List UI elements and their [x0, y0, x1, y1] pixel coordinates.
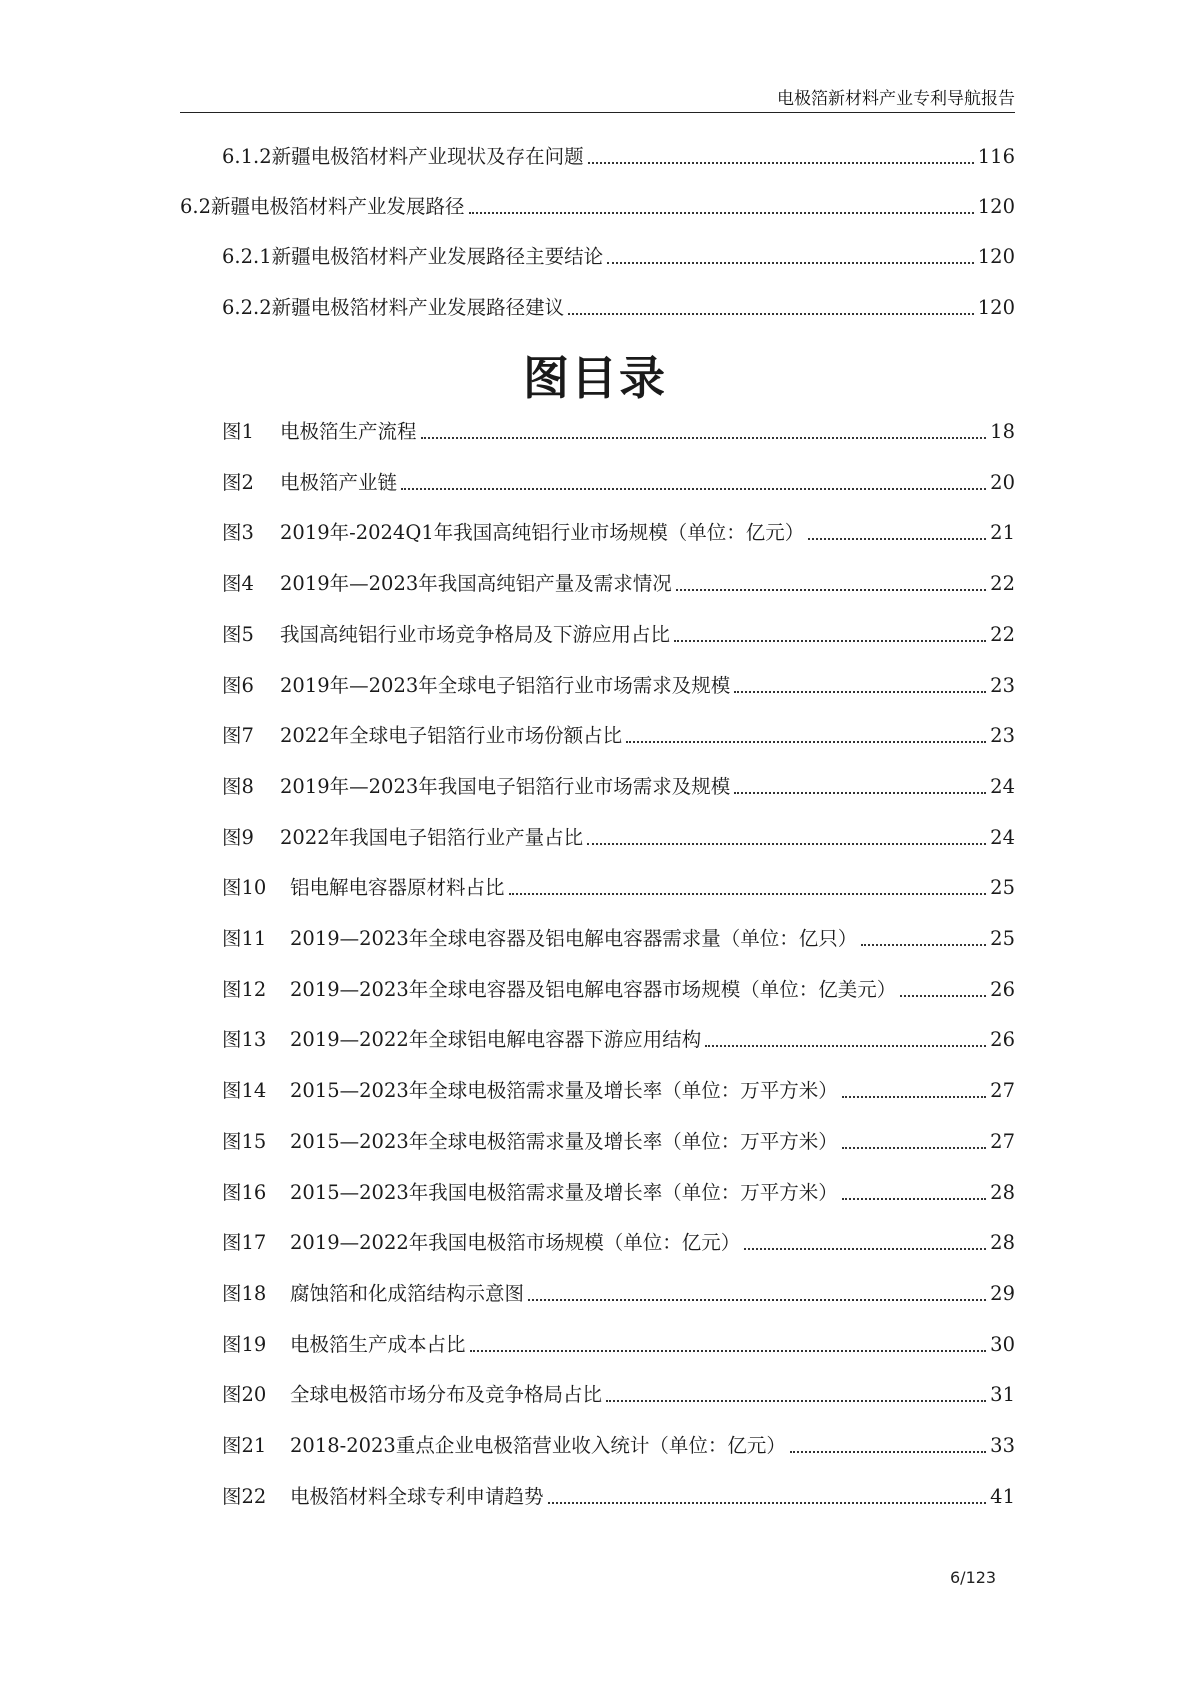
figure-number: 图7: [222, 724, 254, 748]
figure-caption: 铝电解电容器原材料占比: [290, 876, 505, 900]
figure-number: 图1: [222, 420, 254, 443]
toc-entry-page: 116: [977, 145, 1015, 168]
figure-page: 24: [990, 825, 1015, 849]
figure-entry[interactable]: [222, 567, 1015, 597]
figure-page: 29: [990, 1281, 1015, 1305]
figure-page: 31: [990, 1383, 1015, 1407]
figure-number: 图3: [222, 521, 254, 545]
figure-number: 图4: [222, 572, 254, 596]
figure-number: 图12: [222, 977, 267, 1001]
figure-page: 27: [990, 1079, 1015, 1103]
dot-leader: [734, 691, 986, 693]
dot-leader: [674, 640, 986, 642]
figure-caption: 我国高纯铝行业市场竞争格局及下游应用占比: [280, 622, 671, 646]
figure-page: 28: [990, 1231, 1015, 1255]
figure-entry[interactable]: [222, 1176, 1015, 1206]
figure-page: 22: [990, 622, 1015, 646]
figure-caption: 电极箔生产成本占比: [290, 1332, 466, 1356]
header-title: 电极箔新材料产业专利导航报告: [777, 89, 1015, 109]
figure-entry[interactable]: [222, 1328, 1015, 1358]
dot-leader: [401, 488, 986, 490]
dot-leader: [744, 1248, 986, 1250]
figure-page: 25: [990, 876, 1015, 900]
figure-caption: 2022年我国电子铝箔行业产量占比: [280, 825, 584, 849]
figure-entry[interactable]: [222, 719, 1015, 749]
figure-caption: 2019年—2023年我国电子铝箔行业市场需求及规模: [280, 774, 731, 798]
figure-caption: 电极箔材料全球专利申请趋势: [290, 1484, 544, 1508]
toc-entry-number: 6.1.2: [222, 145, 272, 168]
dot-leader: [842, 1198, 986, 1200]
figure-caption: 2019年—2023年我国高纯铝产量及需求情况: [280, 572, 672, 596]
dot-leader: [528, 1299, 986, 1301]
toc-entry[interactable]: [222, 291, 1015, 321]
figure-page: 23: [990, 724, 1015, 748]
figure-number: 图5: [222, 622, 254, 646]
figure-page: 23: [990, 673, 1015, 697]
dot-leader: [470, 1350, 987, 1352]
figure-caption: 2015—2023年全球电极箔需求量及增长率（单位：万平方米）: [290, 1079, 838, 1103]
figure-number: 图20: [222, 1383, 267, 1407]
figure-number: 图10: [222, 876, 267, 900]
figure-caption: 腐蚀箔和化成箔结构示意图: [290, 1281, 525, 1305]
figure-page: 28: [990, 1180, 1015, 1204]
figure-caption: 2022年全球电子铝箔行业市场份额占比: [280, 724, 623, 748]
figure-entry[interactable]: [222, 1480, 1015, 1510]
dot-leader: [587, 843, 986, 845]
figure-caption: 全球电极箔市场分布及竞争格局占比: [290, 1383, 603, 1407]
dot-leader: [861, 944, 986, 946]
figure-page: 33: [990, 1434, 1015, 1457]
figure-caption: 2015—2023年我国电极箔需求量及增长率（单位：万平方米）: [290, 1180, 838, 1204]
figure-caption: 2019年-2024Q1年我国高纯铝行业市场规模（单位：亿元）: [280, 521, 805, 545]
figure-entry[interactable]: [222, 466, 1015, 496]
figure-entry[interactable]: [222, 618, 1015, 648]
figure-entry[interactable]: [222, 871, 1015, 901]
dot-leader: [568, 313, 974, 315]
dot-leader: [808, 538, 986, 540]
toc-entry-text: 新疆电极箔材料产业发展路径主要结论: [271, 245, 604, 268]
dot-leader: [606, 1400, 986, 1402]
figure-number: 图13: [222, 1028, 267, 1052]
figure-page: 22: [990, 572, 1015, 596]
figure-page: 26: [990, 977, 1015, 1001]
figure-caption: 2019—2022年全球铝电解电容器下游应用结构: [290, 1028, 702, 1052]
toc-entry-number: 6.2.2: [222, 296, 272, 319]
figure-page: 27: [990, 1129, 1015, 1153]
figure-number: 图2: [222, 470, 254, 494]
figure-number: 图6: [222, 673, 254, 697]
dot-leader: [900, 995, 986, 997]
figure-entry[interactable]: [222, 1023, 1015, 1053]
figure-entry[interactable]: [222, 1074, 1015, 1104]
figure-caption: 2015—2023年全球电极箔需求量及增长率（单位：万平方米）: [290, 1129, 838, 1153]
figure-entry[interactable]: [222, 1429, 1015, 1459]
figure-page: 21: [990, 521, 1015, 545]
figure-entry[interactable]: [222, 821, 1015, 851]
figure-entry[interactable]: [222, 669, 1015, 699]
figure-entry[interactable]: [222, 1277, 1015, 1307]
figure-entry[interactable]: [222, 1125, 1015, 1155]
dot-leader: [548, 1502, 987, 1504]
figure-entry[interactable]: [222, 1378, 1015, 1408]
dot-leader: [734, 792, 986, 794]
figure-number: 图8: [222, 774, 254, 798]
figure-caption: 2019—2022年我国电极箔市场规模（单位：亿元）: [290, 1231, 741, 1255]
toc-entry-text: 新疆电极箔材料产业现状及存在问题: [271, 145, 584, 168]
toc-entry-page: 120: [977, 195, 1015, 218]
figure-number: 图19: [222, 1332, 267, 1356]
dot-leader: [626, 741, 986, 743]
figure-number: 图11: [222, 927, 267, 950]
figure-page: 26: [990, 1028, 1015, 1052]
figure-index-title: 图目录: [523, 351, 667, 405]
dot-leader: [421, 437, 987, 439]
figure-number: 图14: [222, 1079, 267, 1103]
figure-number: 图16: [222, 1180, 267, 1204]
dot-leader: [790, 1451, 986, 1453]
toc-entry[interactable]: [222, 140, 1015, 170]
figure-caption: 2019—2023年全球电容器及铝电解电容器市场规模（单位：亿美元）: [290, 977, 897, 1001]
figure-number: 图18: [222, 1281, 267, 1305]
figure-caption: 2019—2023年全球电容器及铝电解电容器需求量（单位：亿只）: [290, 927, 858, 950]
dot-leader: [842, 1147, 986, 1149]
figure-page: 41: [990, 1484, 1015, 1508]
toc-entry-page: 120: [977, 296, 1015, 319]
figure-caption: 2018-2023重点企业电极箔营业收入统计（单位：亿元）: [290, 1434, 786, 1457]
figure-number: 图15: [222, 1129, 267, 1153]
figure-caption: 电极箔生产流程: [280, 420, 417, 443]
toc-entry-text: 新疆电极箔材料产业发展路径建议: [271, 296, 565, 319]
dot-leader: [842, 1096, 986, 1098]
figure-caption: 电极箔产业链: [280, 470, 398, 494]
toc-entry[interactable]: [222, 240, 1015, 270]
figure-entry[interactable]: [222, 770, 1015, 800]
figure-page: 24: [990, 774, 1015, 798]
figure-number: 图21: [222, 1434, 267, 1457]
figure-page: 25: [990, 927, 1015, 950]
figure-entry[interactable]: [222, 973, 1015, 1003]
figure-entry[interactable]: [222, 922, 1015, 952]
dot-leader: [607, 262, 974, 264]
toc-entry-number: 6.2.1: [222, 245, 272, 268]
figure-entry[interactable]: [222, 516, 1015, 546]
page-number: 6/123: [950, 1568, 997, 1587]
figure-caption: 2019年—2023年全球电子铝箔行业市场需求及规模: [280, 673, 731, 697]
figure-number: 图9: [222, 825, 254, 849]
dot-leader: [705, 1045, 986, 1047]
running-header: [180, 88, 1015, 113]
dot-leader: [588, 162, 974, 164]
figure-page: 30: [990, 1332, 1015, 1356]
figure-number: 图17: [222, 1231, 267, 1255]
figure-entry[interactable]: [222, 1226, 1015, 1256]
figure-page: 20: [990, 470, 1015, 494]
toc-entry[interactable]: [180, 190, 1015, 220]
figure-entry[interactable]: [222, 415, 1015, 445]
dot-leader: [509, 893, 987, 895]
toc-entry-text: 新疆电极箔材料产业发展路径: [211, 195, 465, 218]
figure-number: 图22: [222, 1484, 267, 1508]
toc-entry-number: 6.2: [180, 195, 212, 218]
figure-page: 18: [990, 420, 1015, 443]
dot-leader: [469, 212, 974, 214]
toc-entry-page: 120: [977, 245, 1015, 268]
dot-leader: [676, 589, 986, 591]
